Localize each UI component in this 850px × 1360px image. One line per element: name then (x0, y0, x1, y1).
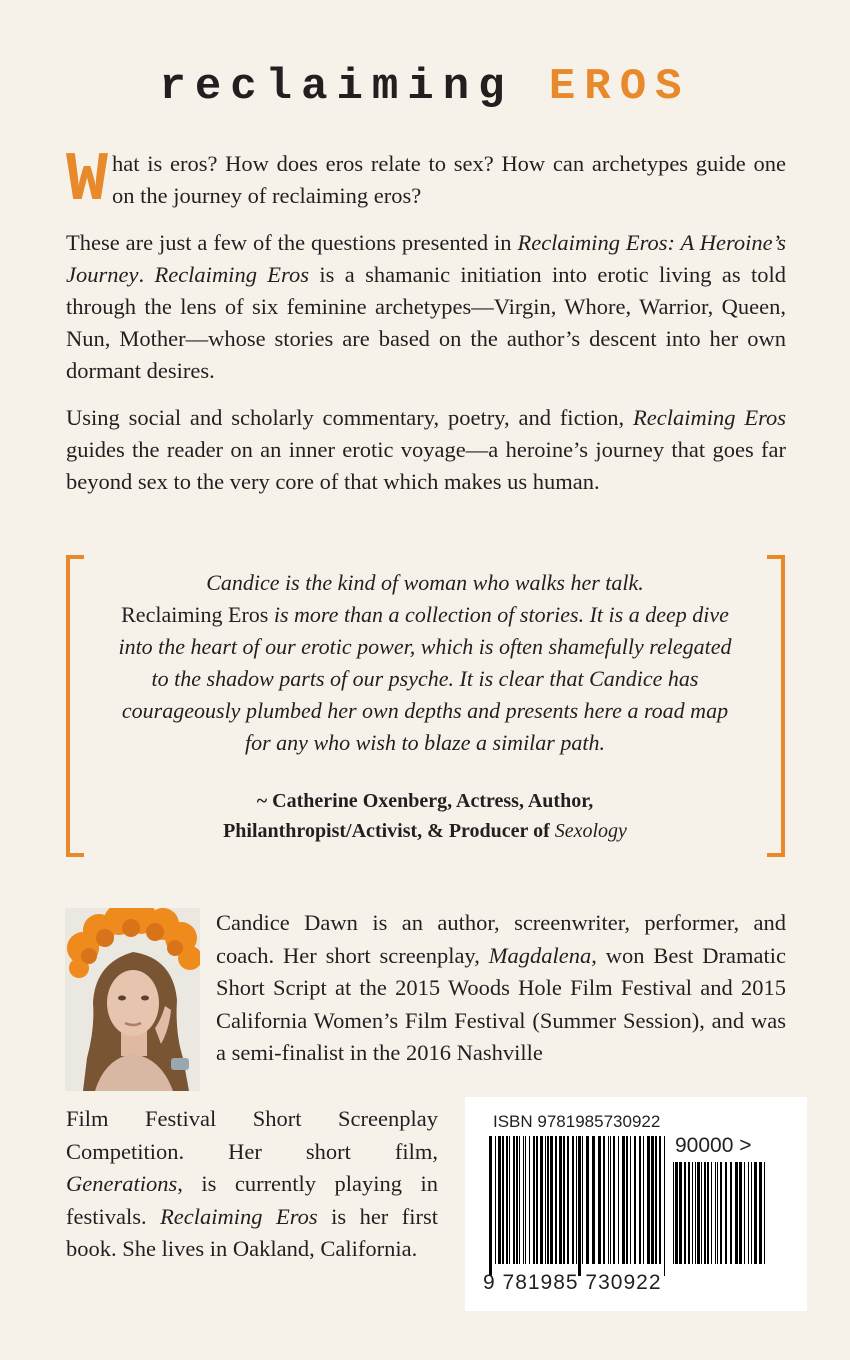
barcode-bar (675, 1162, 678, 1264)
barcode-bar (711, 1162, 712, 1264)
drop-cap: W (66, 142, 109, 221)
barcode-bar (523, 1136, 524, 1264)
barcode-bar (489, 1136, 492, 1276)
barcode-bar (735, 1162, 738, 1264)
barcode-bar (673, 1162, 674, 1264)
barcode-bar (498, 1136, 501, 1264)
barcode-bar (739, 1162, 742, 1264)
title-accent: EROS (548, 62, 691, 112)
barcode-bar (697, 1162, 700, 1264)
barcode-bar (559, 1136, 562, 1264)
barcode-bar (744, 1162, 745, 1264)
synopsis (66, 142, 787, 513)
synopsis-paragraph-3: Using social and scholarly commentary, poetry, and fiction, Reclaiming Eros guides the reader on an inner erotic voyage—a heroine’s journey that goes far beyond sex to the very core of that which makes us human. (66, 405, 786, 494)
barcode-bar (613, 1136, 615, 1264)
author-bio-top: Candice Dawn is an author, screenwriter, performer, and coach. Her short screenplay, Magdalena, won Best Dramatic Short Script at the 2015 Woods Hole Film Festival and 2015 California Women’s Film Festival (Summer Session), and was a semi-finalist in the 2016 Nashville (216, 910, 786, 1066)
barcode-bar (759, 1162, 762, 1264)
barcode-bar (509, 1136, 510, 1264)
barcode-bar (567, 1136, 569, 1264)
barcode-bar (643, 1136, 644, 1264)
barcode-bar (704, 1162, 706, 1264)
barcode-bar (578, 1136, 581, 1276)
barcode-bar (603, 1136, 605, 1264)
barcode-bar (495, 1136, 496, 1264)
barcode-bar (519, 1136, 520, 1264)
endorsement-attribution: ~ Catherine Oxenberg, Actress, Author, Philanthropist/Activist, & Producer of Sexology (223, 790, 627, 842)
barcode-bar (525, 1136, 526, 1264)
isbn-barcode (489, 1136, 669, 1276)
barcode-bar (725, 1162, 727, 1264)
barcode-bar (695, 1162, 696, 1264)
quote-bracket-right (767, 555, 785, 857)
barcode-bar (540, 1136, 543, 1264)
barcode-bar (506, 1136, 508, 1264)
author-bio-bottom: Film Festival Short Screenplay Competition. Her short film, Generations, is currently playing in festivals. Reclaiming Eros is her first book. She lives in Oakland, California. (66, 1106, 438, 1262)
synopsis-paragraph-1: What is eros? How does eros relate to sex? How can archetypes guide one on the journey of reclaiming eros? (66, 142, 786, 221)
barcode-bar (545, 1136, 546, 1264)
barcode-bar (679, 1162, 682, 1264)
barcode-bar (659, 1136, 661, 1264)
barcode-bar (592, 1136, 595, 1264)
barcode-bar (707, 1162, 709, 1264)
isbn-label: ISBN 9781985730922 (493, 1112, 661, 1131)
barcode-bar (610, 1136, 611, 1264)
barcode-bar (626, 1136, 628, 1264)
barcode-bar (513, 1136, 515, 1264)
barcode-bar (639, 1136, 641, 1264)
barcode-bar (622, 1136, 625, 1264)
barcode-bar (572, 1136, 574, 1264)
barcode-bar (618, 1136, 619, 1264)
barcode-bar (754, 1162, 757, 1264)
quote-bracket-left (66, 555, 84, 857)
barcode-bar (582, 1136, 583, 1264)
barcode-bar (730, 1162, 732, 1264)
synopsis-paragraph-2: These are just a few of the questions presented in Reclaiming Eros: A Heroine’s Journey. Reclaiming Eros is a shamanic initiation into erotic living as told through the lens of six feminine archetypes—Virgin, Whore, Warrior, Queen, Nun, Mother—whose stories are based on the author’s descent into her own dormant desires. (66, 230, 787, 383)
barcode-bar (751, 1162, 752, 1264)
barcode-bar (547, 1136, 549, 1264)
barcode-bar (720, 1162, 722, 1264)
barcode-bar (598, 1136, 601, 1264)
barcode-bar (651, 1136, 654, 1264)
title-main: reclaiming (159, 62, 514, 112)
barcode-bar (748, 1162, 749, 1264)
barcode-bar (536, 1136, 538, 1264)
price-barcode (673, 1162, 769, 1276)
barcode-bar (717, 1162, 718, 1264)
barcode-bar (664, 1136, 665, 1276)
barcode-bar (701, 1162, 702, 1264)
barcode-bar (630, 1136, 631, 1264)
author-photo (65, 908, 200, 1091)
barcode-bar (692, 1162, 693, 1264)
barcode-bar (586, 1136, 589, 1264)
barcode-bar (550, 1136, 553, 1264)
barcode-bar (684, 1162, 686, 1264)
barcode-bar (634, 1136, 636, 1264)
price-code: 90000 > (675, 1134, 752, 1157)
barcode-bar (555, 1136, 557, 1264)
barcode-bar (647, 1136, 650, 1264)
barcode-bar (529, 1136, 530, 1264)
endorsement-quote: Candice is the kind of woman who walks her talk. Reclaiming Eros is more than a collection of stories. It is a deep dive into the heart of our erotic power, which is often shamefully relegated to the shadow parts of our psyche. It is clear that Candice has courageously plumbed her own depths and presents here a road map for any who wish to blaze a similar path. (118, 570, 732, 755)
barcode-bar (576, 1136, 577, 1264)
book-title (0, 62, 850, 112)
barcode-bar (608, 1136, 609, 1264)
barcode-bar (502, 1136, 504, 1264)
barcode-bar (764, 1162, 765, 1264)
isbn-digits: 9 781985 730922 (483, 1271, 662, 1294)
barcode-bar (516, 1136, 518, 1264)
barcode-bar (715, 1162, 716, 1264)
barcode-bar (533, 1136, 535, 1264)
barcode-bar (563, 1136, 565, 1264)
barcode-bar (655, 1136, 657, 1264)
barcode-bar (688, 1162, 690, 1264)
